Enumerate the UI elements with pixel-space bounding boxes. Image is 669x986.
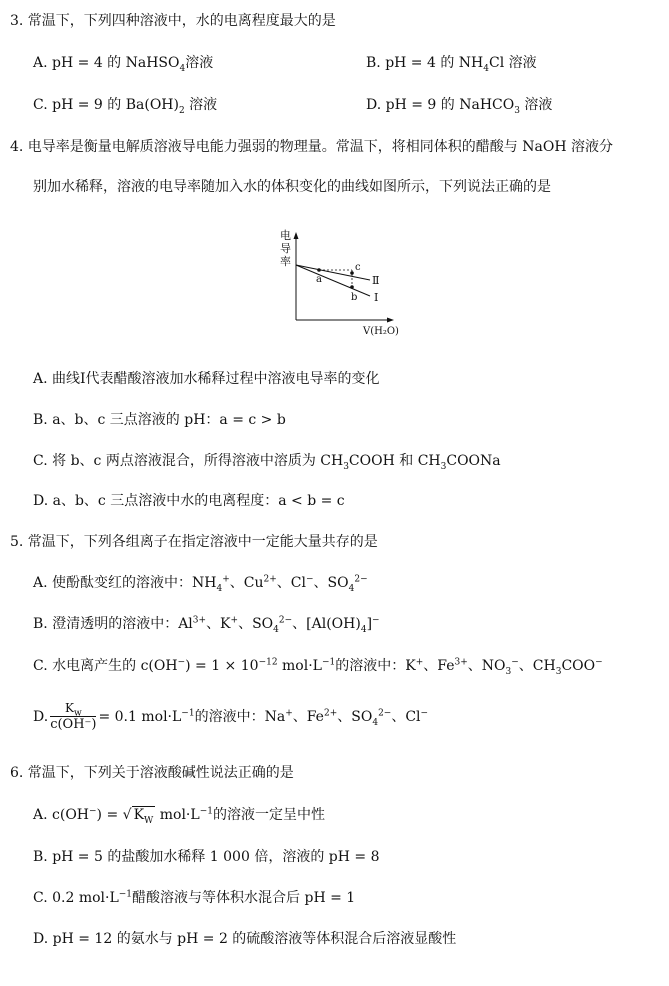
q4-option-a: A. 曲线Ⅰ代表醋酸溶液加水稀释过程中溶液电导率的变化 [33,371,380,387]
y-axis-label-2: 导 [280,242,291,255]
q4-stem-line2: 别加水稀释，溶液的电导率随加入水的体积变化的曲线如图所示，下列说法正确的是 [33,179,551,195]
q4-option-d: D. a、b、c 三点溶液中水的电离程度：a < b = c [33,493,345,509]
point-a-label: a [316,274,322,285]
y-axis-label-3: 率 [280,255,291,268]
q6-option-a: A. c(OH−) = √ $K_W$ $mol\cdot L^{-1}$的溶液一定呈中性 [33,806,325,826]
q3-option-b: B. pH = 4 的 $NH_4Cl$ 溶液 [366,55,537,74]
q3-option-d: D. pH = 9 的 NaHCO$_3$ 溶液 [366,97,553,116]
point-c [350,271,354,275]
point-c-label: c [355,262,361,273]
point-b-label: b [351,292,358,303]
q4-option-b: B. a、b、c 三点溶液的 pH：a = c > b [33,412,286,428]
curve-ii-label: Ⅱ [372,274,380,287]
q6-option-c: C. 0.2 $mol\cdot L^{-1}$醋酸溶液与等体积水混合后 pH = 1 [33,889,356,906]
y-axis-arrow [294,232,299,239]
q3-option-a: A. pH = 4 的 NaHSO$_4$溶液 [33,55,214,74]
q5-option-b: B. 澄清透明的溶液中：$Al^{3+}$、K+、$SO_4^{2-}$、$[Al(OH)_4]^-$ [33,615,380,635]
q6-option-b: B. pH = 5 的盐酸加水稀释 1 000 倍，溶液的 pH = 8 [33,849,380,865]
x-axis-arrow [387,318,394,323]
point-a [317,268,321,272]
point-b [350,285,354,289]
y-axis-label-1: 电 [280,229,291,242]
q5-option-c: C. 水电离产生的 $c(OH^-) = 1 \times 10^{-12}$ $mol\cdot L^{-1}$的溶液中：K+、$Fe^{3+}$、$NO_3^-$、$CH_3COO^-$ [33,657,603,677]
q6-stem: 6. 常温下，下列关于溶液酸碱性说法正确的是 [10,765,294,781]
q5-option-a: A. 使酚酞变红的溶液中：$NH_4^+$、$Cu^{2+}$、Cl−、$SO_4^{2-}$ [33,574,368,594]
q3-stem: 3. 常温下，下列四种溶液中，水的电离程度最大的是 [10,13,336,29]
q6-option-d: D. pH = 12 的氨水与 pH = 2 的硫酸溶液等体积混合后溶液显酸性 [33,931,457,947]
q4-option-c: C. 将 b、c 两点溶液混合，所得溶液中溶质为 $CH_3COOH$ 和 $CH_3COONa$ [33,453,501,472]
q5-stem: 5. 常温下，下列各组离子在指定溶液中一定能大量共存的是 [10,534,378,550]
conductivity-figure [272,226,412,341]
q3-option-c: C. pH = 9 的 $Ba(OH)_2$ 溶液 [33,97,218,116]
curve-i-label: I [374,291,379,304]
kw-fraction: $\frac{K_w}{c(OH^-)}$ [50,701,97,732]
q5-option-d: D. $\frac{K_w}{c(OH^-)}$ = 0.1 $mol\cdot L^{-1}$的溶液中：Na+、$Fe^{2+}$、$SO_4^{2-}$、Cl− [33,701,429,732]
q4-stem-line1: 4. 电导率是衡量电解质溶液导电能力强弱的物理量。常温下，将相同体积的醋酸与 NaOH 溶液分 [10,139,613,155]
x-axis-label: V(H₂O) [363,326,399,337]
